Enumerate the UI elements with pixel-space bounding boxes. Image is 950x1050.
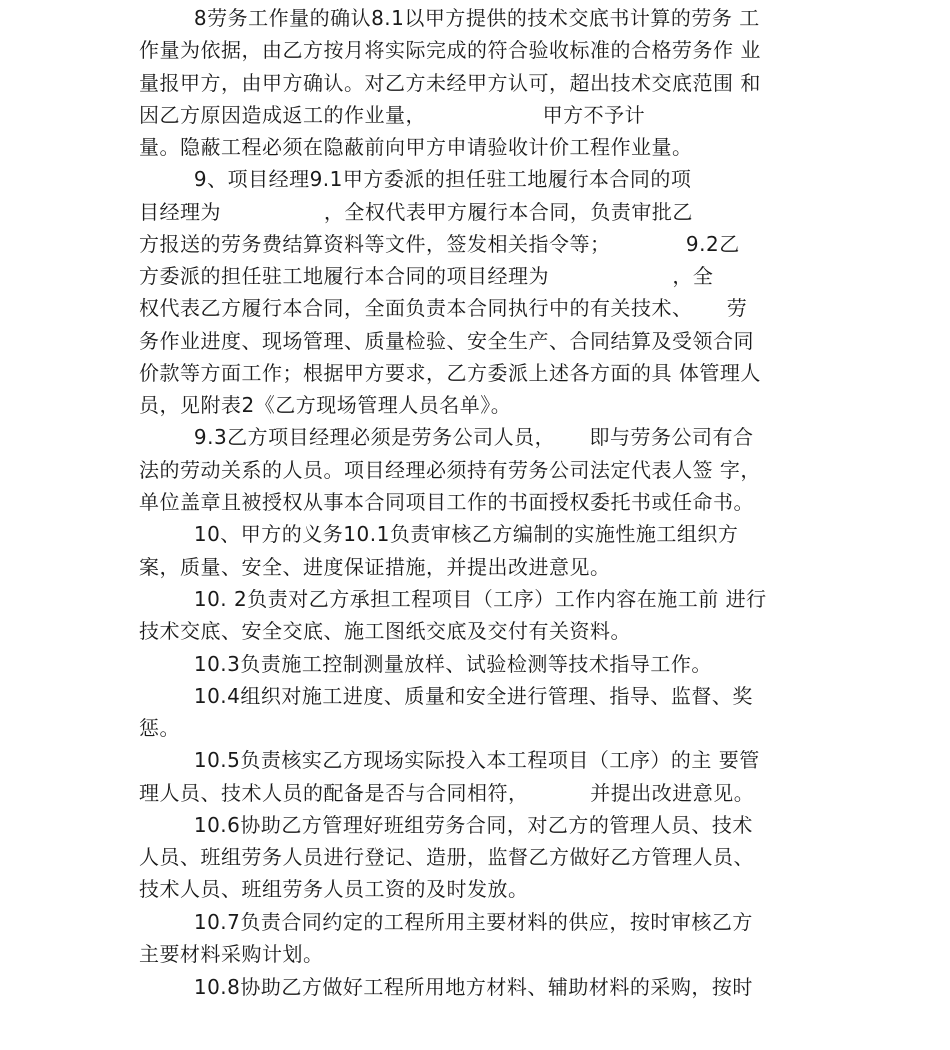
text-line: 8劳务工作量的确认8.1以甲方提供的技术交底书计算的劳务 工 xyxy=(139,6,760,30)
text-line: 目经理为 ，全权代表甲方履行本合同，负责审批乙 xyxy=(139,200,693,224)
text-line: 务作业进度、现场管理、质量检验、安全生产、合同结算及受领合同 xyxy=(139,329,754,353)
text-line: 方委派的担任驻工地履行本合同的项目经理为 ，全 xyxy=(139,264,714,288)
text-line: 权代表乙方履行本合同，全面负责本合同执行中的有关技术、 劳 xyxy=(139,296,748,320)
text-line: 10. 2负责对乙方承担工程项目（工序）工作内容在施工前 进行 xyxy=(139,587,767,611)
text-line: 量报甲方，由甲方确认。对乙方未经甲方认可，超出技术交底范围 和 xyxy=(139,71,761,95)
text-line: 10.5负责核实乙方现场实际投入本工程项目（工序）的主 要管 xyxy=(139,748,760,772)
text-line: 9.3乙方项目经理必须是劳务公司人员， 即与劳务公司有合 xyxy=(139,425,754,449)
text-line: 方报送的劳务费结算资料等文件，签发相关指令等； 9.2乙 xyxy=(139,232,740,256)
text-line: 理人员、技术人员的配备是否与合同相符， 并提出改进意见。 xyxy=(139,781,755,805)
text-line: 10.8协助乙方做好工程所用地方材料、辅助材料的采购，按时 xyxy=(139,975,753,999)
text-line: 量。隐蔽工程必须在隐蔽前向甲方申请验收计价工程作业量。 xyxy=(139,135,693,159)
text-line: 惩。 xyxy=(139,716,180,740)
text-line: 单位盖章且被授权从事本合同项目工作的书面授权委托书或任命书。 xyxy=(139,490,754,514)
text-line: 9、项目经理9.1甲方委派的担任驻工地履行本合同的项 xyxy=(139,167,692,191)
text-line: 员，见附表2《乙方现场管理人员名单》。 xyxy=(139,393,512,417)
text-line: 因乙方原因造成返工的作业量， 甲方不予计 xyxy=(139,103,646,127)
text-line: 10、甲方的义务10.1负责审核乙方编制的实施性施工组织方 xyxy=(139,522,739,546)
text-line: 10.7负责合同约定的工程所用主要材料的供应，按时审核乙方 xyxy=(139,910,753,934)
text-line: 价款等方面工作；根据甲方要求，乙方委派上述各方面的具 体管理人 xyxy=(139,361,761,385)
text-line: 主要材料采购计划。 xyxy=(139,942,324,966)
text-line: 作量为依据，由乙方按月将实际完成的符合验收标准的合格劳务作 业 xyxy=(139,38,761,62)
text-line: 案，质量、安全、进度保证措施，并提出改进意见。 xyxy=(139,555,611,579)
text-line: 10.6协助乙方管理好班组劳务合同，对乙方的管理人员、技术 xyxy=(139,813,753,837)
text-line: 法的劳动关系的人员。项目经理必须持有劳务公司法定代表人签 字， xyxy=(139,458,761,482)
text-line: 10.3负责施工控制测量放样、试验检测等技术指导工作。 xyxy=(139,652,712,676)
text-line: 人员、班组劳务人员进行登记、造册，监督乙方做好乙方管理人员、 xyxy=(139,845,754,869)
text-line: 10.4组织对施工进度、质量和安全进行管理、指导、监督、奖 xyxy=(139,684,753,708)
text-line: 技术人员、班组劳务人员工资的及时发放。 xyxy=(139,877,529,901)
text-line: 技术交底、安全交底、施工图纸交底及交付有关资料。 xyxy=(139,619,631,643)
